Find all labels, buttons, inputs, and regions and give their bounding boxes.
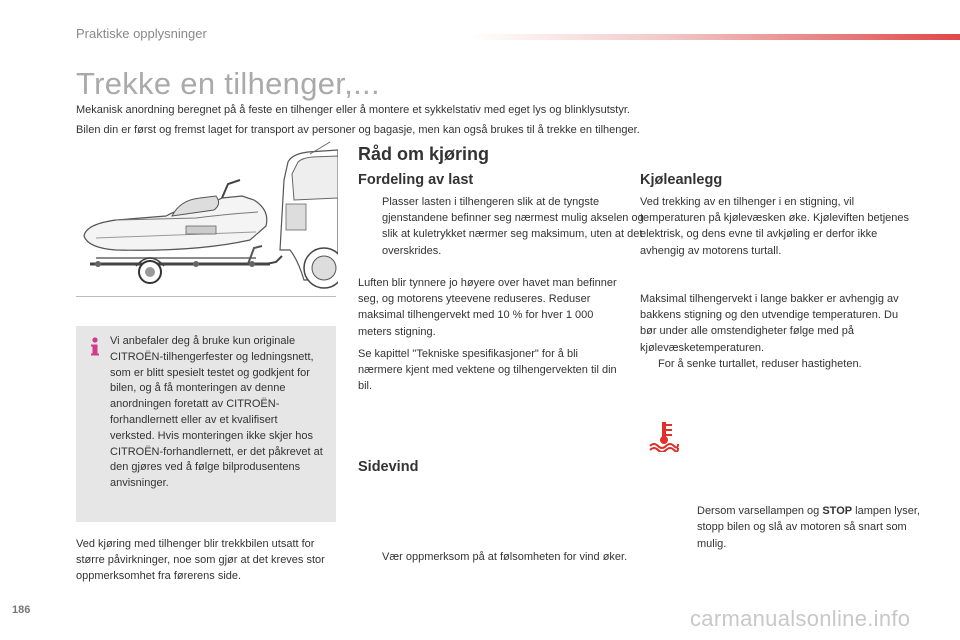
cooling-system-text-2: Maksimal tilhengervekt i lange bakker er avhengig av bakkens stigning og den utvendige temperaturen. Du bør under alle omstendigheter følge med på kjølevæsketemperaturen. xyxy=(640,293,899,354)
cooling-system-text: Ved trekking av en tilhenger i en stigning, vil temperaturen på kjølevæsken øke. Kjøleviften betjenes elektrisk, og dens evne til avkjøling er derfor ikke avhengig av motorens turtall. xyxy=(640,196,910,257)
load-distribution-bullet-text: Plasser lasten i tilhengeren slik at de tyngste gjenstandene befinner seg nærmest mulig akselen og slik at kuletrykket nærmer seg maksimum, uten at det overskrides. xyxy=(382,196,644,257)
info-icon xyxy=(88,337,102,357)
crosswind-bullet-text: Vær oppmerksom på at følsomheten for vind øker. xyxy=(382,550,628,563)
car-towing-trailer-illustration xyxy=(76,140,338,300)
crosswind-bullet xyxy=(358,549,632,565)
load-distribution-heading: Fordeling av last xyxy=(358,172,474,188)
stop-label: STOP xyxy=(822,505,853,518)
crosswind-heading: Sidevind xyxy=(358,459,419,475)
header-accent-bar xyxy=(470,34,960,40)
illustration-divider xyxy=(76,296,336,297)
coolant-temperature-icon xyxy=(648,420,680,452)
page-number: 186 xyxy=(12,604,31,616)
watermark: carmanualsonline.info xyxy=(690,606,911,631)
intro-line-2: Bilen din er først og fremst laget for transport av personer og bagasje, men kan også brukes til å trekke en tilhenger. xyxy=(76,124,640,136)
section-title: Praktiske opplysninger xyxy=(76,26,207,41)
towing-caution-note: Ved kjøring med tilhenger blir trekkbilen utsatt for større påvirkninger, noe som gjør at det kreves stor oppmerksomhet fra førerens side. xyxy=(76,538,325,582)
stop-warning-text-pre: Dersom varsellampen og xyxy=(697,505,823,518)
altitude-text: Luften blir tynnere jo høyere over havet man befinner seg, og motorens yteevene reduseres. Reduser maksimal tilhengervekt med 10 % for hver 1 000 meters stigning. xyxy=(358,277,617,338)
driving-advice-heading: Råd om kjøring xyxy=(358,144,490,164)
intro-line-1: Mekanisk anordning beregnet på å feste en tilhenger eller å montere et sykkelstativ med eget lys og blinklysutstyr. xyxy=(76,104,630,116)
specifications-reference-text: Se kapittel "Tekniske spesifikasjoner" for å bli nærmere kjent med vektene og tilhengervekten til din bil. xyxy=(358,348,617,393)
cooling-system-heading: Kjøleanlegg xyxy=(640,172,723,188)
info-box-text: Vi anbefaler deg å bruke kun originale CITROËN-tilhengerfester og ledningsnett, som er blitt spesielt testet og godkjent for bilen, og å få monteringen av denne anordningen foretatt av CITROËN-forhandlernett eller av et kvalifisert verksted. Hvis monteringen ikke skjer hos CITROËN-forhandlernett, er det påkrevet at den gjøres ved å følge bilprodusentens anvisninger. xyxy=(110,335,323,490)
reduce-speed-bullet xyxy=(640,356,928,372)
stop-warning-text-post: lampen lyser, stopp bilen og slå av motoren så snart som mulig. xyxy=(697,505,920,550)
reduce-speed-bullet-text: For å senke turtallet, reduser hastigheten. xyxy=(658,358,862,371)
stop-warning-bullet xyxy=(673,503,937,552)
page-title: Trekke en tilhenger,... xyxy=(76,66,380,101)
load-distribution-bullet xyxy=(358,194,647,259)
